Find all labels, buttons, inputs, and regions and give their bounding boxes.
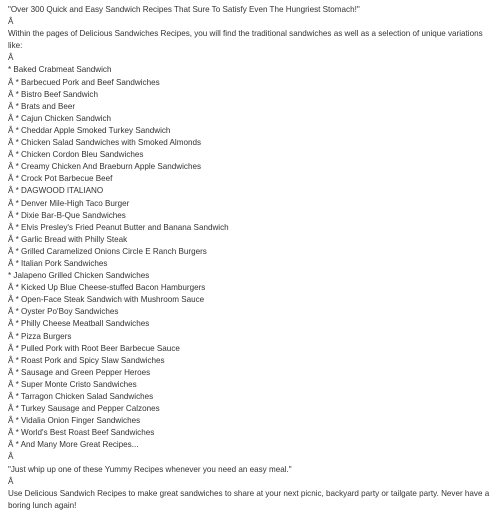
list-item: Â * World's Best Roast Beef Sandwiches — [8, 428, 155, 438]
list-item: Â * Brats and Beer — [8, 101, 76, 111]
list-item: Â * Creamy Chicken And Braeburn Apple Sandwiches — [8, 162, 202, 172]
list-item: Â * Pizza Burgers — [8, 331, 72, 341]
stray-glyph: Â — [8, 53, 14, 63]
closing-quote: "Just whip up one of these Yummy Recipes whenever you need an easy meal." — [8, 464, 292, 474]
list-item: Â * Tarragon Chicken Salad Sandwiches — [8, 392, 154, 401]
list-item: Â * Kicked Up Blue Cheese-stuffed Bacon Hamburgers — [8, 283, 206, 293]
list-item: Â * Barbecued Pork and Beef Sandwiches — [8, 77, 160, 87]
list-item: Â * Sausage and Green Pepper Heroes — [8, 367, 151, 377]
list-item: Â * Denver Mile-High Taco Burger — [8, 198, 130, 208]
list-item: Â * Oyster Po'Boy Sandwiches — [8, 307, 119, 317]
list-item: Â * DAGWOOD ITALIANO — [8, 186, 104, 196]
list-item: Â * Vidalia Onion Finger Sandwiches — [8, 416, 141, 426]
list-item: Â * Philly Cheese Meatball Sandwiches — [8, 319, 150, 329]
stray-glyph: Â — [8, 17, 14, 27]
list-item: Â * Dixie Bar-B-Que Sandwiches — [8, 210, 126, 220]
list-item: Â * Chicken Cordon Bleu Sandwiches — [8, 150, 144, 160]
list-item: * Jalapeno Grilled Chicken Sandwiches — [8, 271, 150, 281]
intro-paragraph: Within the pages of Delicious Sandwiches Recipes, you will find the traditional sandwiches as well as a selection of unique variations like: — [8, 29, 483, 51]
list-item: Â * Grilled Caramelized Onions Circle E Ranch Burgers — [8, 246, 207, 256]
list-item: Â * Open-Face Steak Sandwich with Mushroom Sauce — [8, 295, 205, 305]
list-item: Â * Turkey Sausage and Pepper Calzones — [8, 404, 160, 414]
list-item: Â * Pulled Pork with Root Beer Barbecue Sauce — [8, 343, 180, 353]
stray-glyph: Â — [8, 452, 14, 462]
list-item: Â * Roast Pork and Spicy Slaw Sandwiches — [8, 355, 165, 365]
list-item: Â * Italian Pork Sandwiches — [8, 258, 108, 268]
tagline-quote: "Over 300 Quick and Easy Sandwich Recipes That Sure To Satisfy Even The Hungriest Stomach!" — [8, 5, 360, 14]
list-item: Â * Garlic Bread with Philly Steak — [8, 234, 128, 244]
list-item: Â * Super Monte Cristo Sandwiches — [8, 379, 137, 389]
list-item: Â * Cheddar Apple Smoked Turkey Sandwich — [8, 125, 171, 135]
list-item: Â * Cajun Chicken Sandwich — [8, 113, 112, 123]
list-item: * Baked Crabmeat Sandwich — [8, 65, 112, 75]
stray-glyph: Â — [8, 476, 14, 486]
list-item: Â * Elvis Presley's Fried Peanut Butter and Banana Sandwich — [8, 222, 229, 232]
list-item: Â * Bistro Beef Sandwich — [8, 89, 98, 99]
list-item: Â * Chicken Salad Sandwiches with Smoked Almonds — [8, 138, 202, 148]
list-item: Â * And Many More Great Recipes... — [8, 440, 139, 450]
closing-paragraph: Use Delicious Sandwich Recipes to make great sandwiches to share at your next picnic, backyard party or tailgate party. Never have a boring lunch again! — [8, 488, 490, 510]
list-item: Â * Crock Pot Barbecue Beef — [8, 174, 113, 184]
